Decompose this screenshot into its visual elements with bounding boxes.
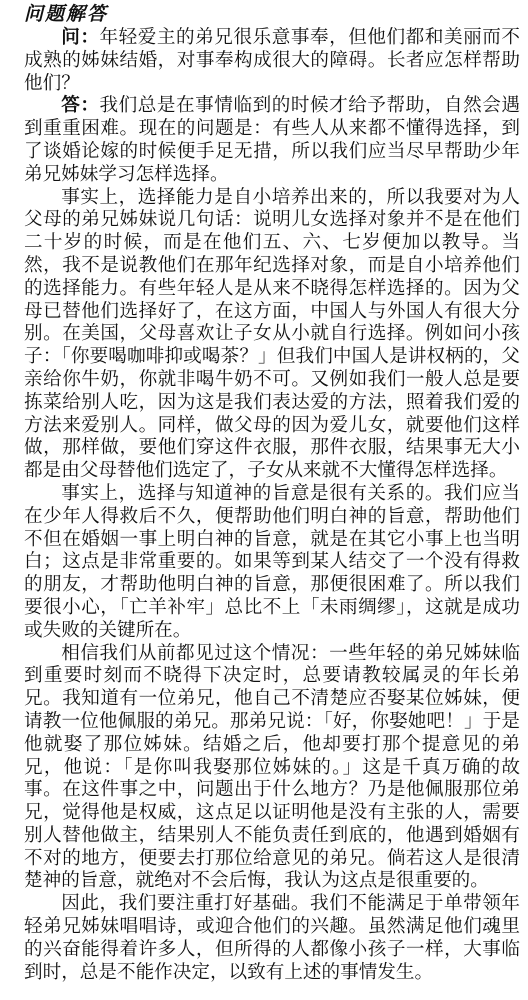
answer-label: 答：	[61, 95, 100, 117]
answer-text: 我们总是在事情临到的时候才给予帮助，自然会遇到重重困难。现在的问题是：有些人从来都不懂得选择，到了谈婚论嫁的时候便手足无措，所以我们应当尽早帮助少年弟兄姊妹学习怎样选择。	[24, 95, 520, 185]
body-paragraph-foundation: 因此，我们要注重打好基础。我们不能满足于单带领年轻弟兄姊妹唱唱诗，或迎合他们的兴趣。虽然满足他们魂里的兴奋能得着许多人，但所得的人都像小孩子一样，大事临到时，总是不能作决定，以致有上述的事情发生。	[24, 893, 520, 983]
body-paragraph-gods-will: 事实上，选择与知道神的旨意是很有关系的。我们应当在少年人得救后不久，便帮助他们明白神的旨意，帮助他们不但在婚姻一事上明白神的旨意，就是在其它小事上也当明白；这点是非常重要的。如果等到某人结交了一个没有得救的朋友，才帮助他明白神的旨意，那便很困难了。所以我们要很小心，「亡羊补牢」总比不上「未雨绸缪」，这就是成功或失败的关键所在。	[24, 482, 520, 641]
section-title: 问题解答	[24, 3, 109, 25]
question-paragraph	[24, 27, 520, 95]
answer-paragraph	[24, 95, 520, 186]
question-text: 年轻爱主的弟兄很乐意事奉，但他们都和美丽而不成熟的姊妹结婚，对事奉构成很大的障碍。长者应怎样帮助他们？	[24, 27, 520, 94]
body-paragraph-story: 相信我们从前都见过这个情况：一些年轻的弟兄姊妹临到重要时刻而不晓得下决定时，总要请教较属灵的年长弟兄。我知道有一位弟兄，他自己不清楚应否娶某位姊妹，便请教一位他佩服的弟兄。那弟兄说：「好，你娶她吧！」于是他就娶了那位姊妹。结婚之后，他却要打那个提意见的弟兄，他说：「是你叫我娶那位姊妹的。」这是千真万确的故事。在这件事之中，问题出于什么地方？乃是他佩服那位弟兄，觉得他是权威，这点足以证明他是没有主张的人，需要别人替他做主，结果别人不能负责任到底的，他遇到婚姻有不对的地方，便要去打那位给意见的弟兄。倘若这人是很清楚神的旨意，就绝对不会后悔，我认为这点是很重要的。	[24, 642, 520, 892]
body-paragraph-choice-training: 事实上，选择能力是自小培养出来的，所以我要对为人父母的弟兄姊妹说几句话：说明儿女选择对象并不是在他们二十岁的时候，而是在他们五、六、七岁便加以教导。当然，我不是说教他们在那年纪选择对象，而是自小培养他们的选择能力。有些年轻人是从来不晓得怎样选择的。因为父母已替他们选择好了，在这方面，中国人与外国人有很大分别。在美国，父母喜欢让子女从小就自行选择。例如问小孩子：「你要喝咖啡抑或喝茶？」但我们中国人是讲权柄的，父亲给你牛奶，你就非喝牛奶不可。又例如我们一般人总是要拣菜给别人吃，因为这是我们表达爱的方法，照着我们爱的方法来爱别人。同样，做父母的因为爱儿女，就要他们这样做，那样做，要他们穿这件衣服，那件衣服，结果事无大小都是由父母替他们选定了，子女从来就不大懂得怎样选择。	[24, 186, 520, 482]
question-label: 问：	[61, 27, 100, 48]
